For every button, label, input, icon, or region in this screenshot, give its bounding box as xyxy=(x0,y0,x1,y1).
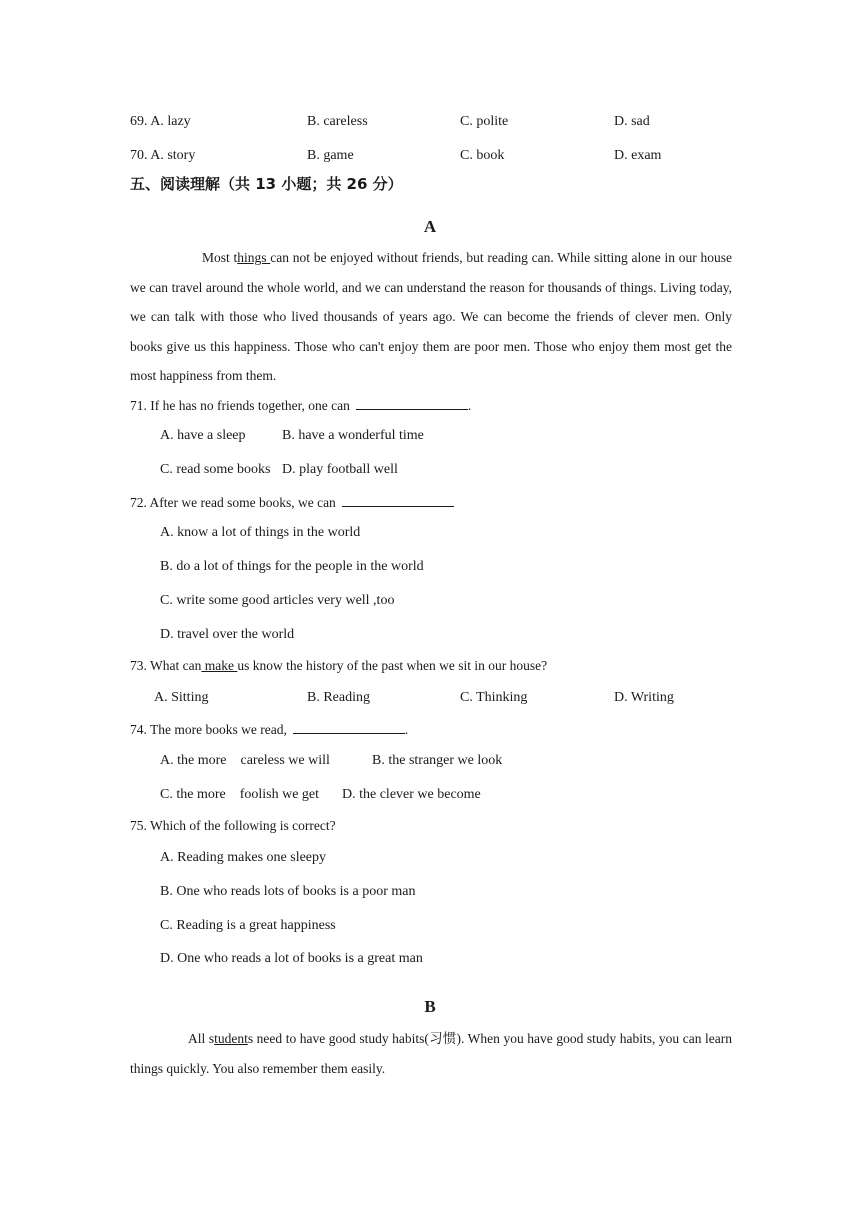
q72-option-b: B. do a lot of things for the people in the world xyxy=(160,559,424,574)
q72-option-d: D. travel over the world xyxy=(160,627,295,642)
passage-a-text-pre: Most t xyxy=(202,250,238,265)
q75-option-a: A. Reading makes one sleepy xyxy=(160,850,327,865)
q75-stem: 75. Which of the following is correct? xyxy=(130,818,336,833)
q70-option-d: D. exam xyxy=(614,148,662,163)
q71-option-c: C. read some books xyxy=(160,462,271,477)
q69-option-d: D. sad xyxy=(614,114,650,129)
q74-option-b: B. the stranger we look xyxy=(372,753,503,768)
q73-option-c: C. Thinking xyxy=(460,690,528,705)
q73-option-b: B. Reading xyxy=(307,690,370,705)
q75-option-d: D. One who reads a lot of books is a great man xyxy=(160,951,423,966)
q69-option-a: 69. A. lazy xyxy=(130,114,191,129)
q71-option-a: A. have a sleep xyxy=(160,428,246,443)
q73-stem: 73. What can make us know the history of the past when we sit in our house? xyxy=(130,658,548,673)
q72-option-a: A. know a lot of things in the world xyxy=(160,525,361,540)
passage-a-underlined: hings xyxy=(237,250,271,265)
answer-blank xyxy=(356,396,468,410)
passage-b-title: B xyxy=(424,997,436,1016)
q74-option-a: A. the more careless we will xyxy=(160,753,330,768)
section-heading: 五、阅读理解（共 13 小题；共 26 分） xyxy=(130,175,403,193)
passage-b-paragraph xyxy=(130,1024,732,1083)
passage-b-text-post: s need to have good study habits(习惯). When you have good study habits, you can learn things quickly. You also remember them easily. xyxy=(130,1031,732,1076)
q74-option-c: C. the more foolish we get xyxy=(160,787,320,802)
q72-stem: 72. After we read some books, we can xyxy=(130,493,454,512)
q71-option-b: B. have a wonderful time xyxy=(282,428,424,443)
passage-b-underlined: tudent xyxy=(214,1031,248,1046)
q74-option-d: D. the clever we become xyxy=(342,787,481,802)
q75-option-c: C. Reading is a great happiness xyxy=(160,918,336,933)
q70-option-b: B. game xyxy=(307,148,354,163)
answer-blank xyxy=(342,493,454,507)
passage-b-text-pre: All s xyxy=(188,1031,215,1046)
q72-option-c: C. write some good articles very well ,too xyxy=(160,593,395,608)
passage-a-title: A xyxy=(423,217,437,236)
q73-option-d: D. Writing xyxy=(614,690,674,705)
q69-option-b: B. careless xyxy=(307,114,368,129)
q73-option-a: A. Sitting xyxy=(154,690,209,705)
q69-option-c: C. polite xyxy=(460,114,509,129)
q70-option-a: 70. A. story xyxy=(130,148,196,163)
passage-a-paragraph xyxy=(130,243,732,391)
q71-option-d: D. play football well xyxy=(282,462,398,477)
answer-blank xyxy=(293,720,405,734)
q74-stem: 74. The more books we read, . xyxy=(130,722,409,737)
passage-a-text-post: can not be enjoyed without friends, but reading can. While sitting alone in our house we can travel around the whole world, and we can understand the reason for thousands of things. Living today, we can talk with those who lived thousands of years ago. We can become the friends of clever men. Only books give us this happiness. Those who can't enjoy them are poor men. Those who enjoy them most get the most happiness from them. xyxy=(130,250,732,383)
q75-option-b: B. One who reads lots of books is a poor man xyxy=(160,884,416,899)
q71-stem: 71. If he has no friends together, one can . xyxy=(130,398,472,413)
q70-option-c: C. book xyxy=(460,148,505,163)
